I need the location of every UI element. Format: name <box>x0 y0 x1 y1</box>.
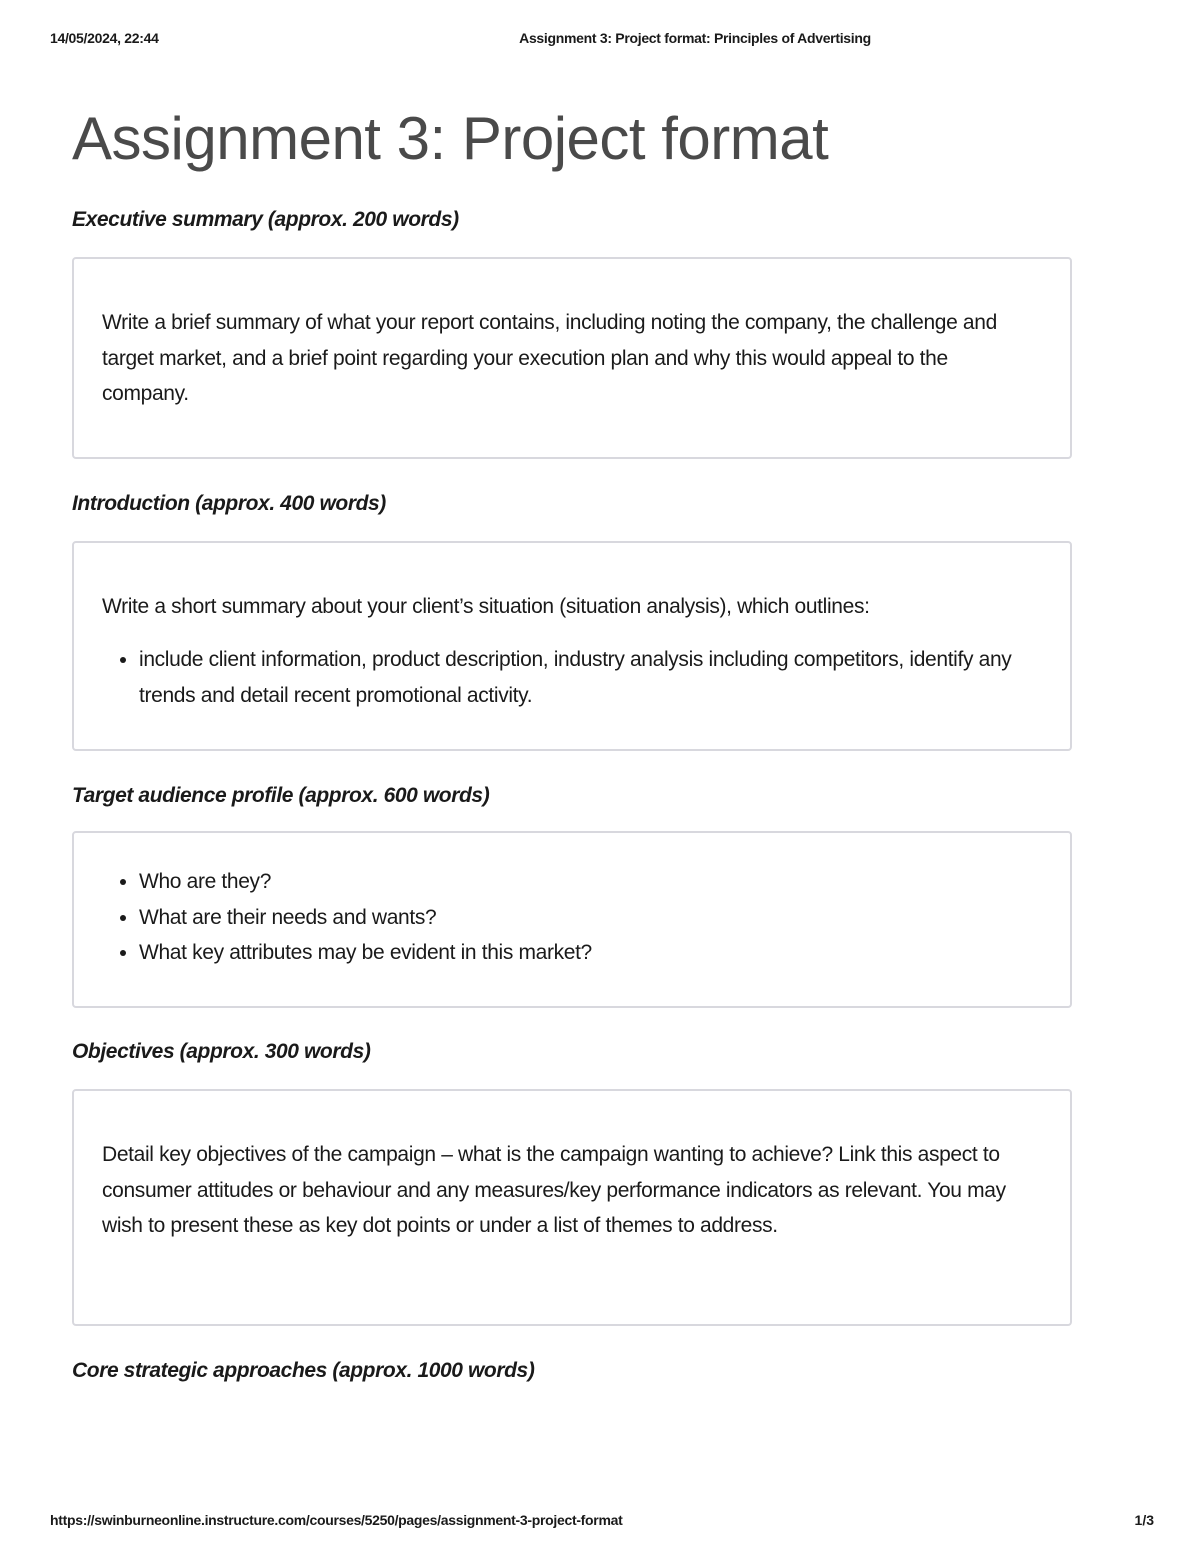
target-audience-bullet-list <box>102 864 1034 971</box>
list-item: • What key attributes may be evident in this market? <box>139 935 1034 971</box>
list-item: • Who are they? <box>139 864 1034 900</box>
print-header-title: Assignment 3: Project format: Principles of Advertising <box>519 30 871 46</box>
print-footer-url: https://swinburneonline.instructure.com/courses/5250/pages/assignment-3-project-format <box>50 1512 623 1528</box>
section-heading-objectives: Objectives (approx. 300 words) <box>72 1040 371 1063</box>
executive-summary-text: Write a brief summary of what your report contains, including noting the company, the challenge and target market, and a brief point regarding your execution plan and why this would appeal to the company. <box>102 311 997 405</box>
section-heading-target-audience: Target audience profile (approx. 600 words) <box>72 784 490 807</box>
introduction-box <box>72 541 1072 751</box>
page-title: Assignment 3: Project format <box>72 105 829 172</box>
introduction-bullet-list <box>102 642 1034 713</box>
list-item: • include client information, product description, industry analysis including competitors, identify any trends and detail recent promotional activity. <box>139 642 1034 713</box>
executive-summary-box <box>72 257 1072 459</box>
objectives-box <box>72 1089 1072 1326</box>
section-heading-introduction: Introduction (approx. 400 words) <box>72 492 386 515</box>
section-heading-executive-summary: Executive summary (approx. 200 words) <box>72 208 459 231</box>
list-item: • What are their needs and wants? <box>139 900 1034 936</box>
target-audience-box <box>72 831 1072 1008</box>
print-footer-page-number: 1/3 <box>1134 1512 1154 1528</box>
objectives-text: Detail key objectives of the campaign – what is the campaign wanting to achieve? Link this aspect to consumer attitudes or behaviour and any measures/key performance indicators as relevant. You may wish to present these as key dot points or under a list of themes to address. <box>102 1143 1006 1237</box>
introduction-text: Write a short summary about your client’s situation (situation analysis), which outlines: <box>102 595 870 618</box>
print-header-date: 14/05/2024, 22:44 <box>50 30 159 46</box>
section-heading-core-strategic-approaches: Core strategic approaches (approx. 1000 words) <box>72 1359 535 1382</box>
